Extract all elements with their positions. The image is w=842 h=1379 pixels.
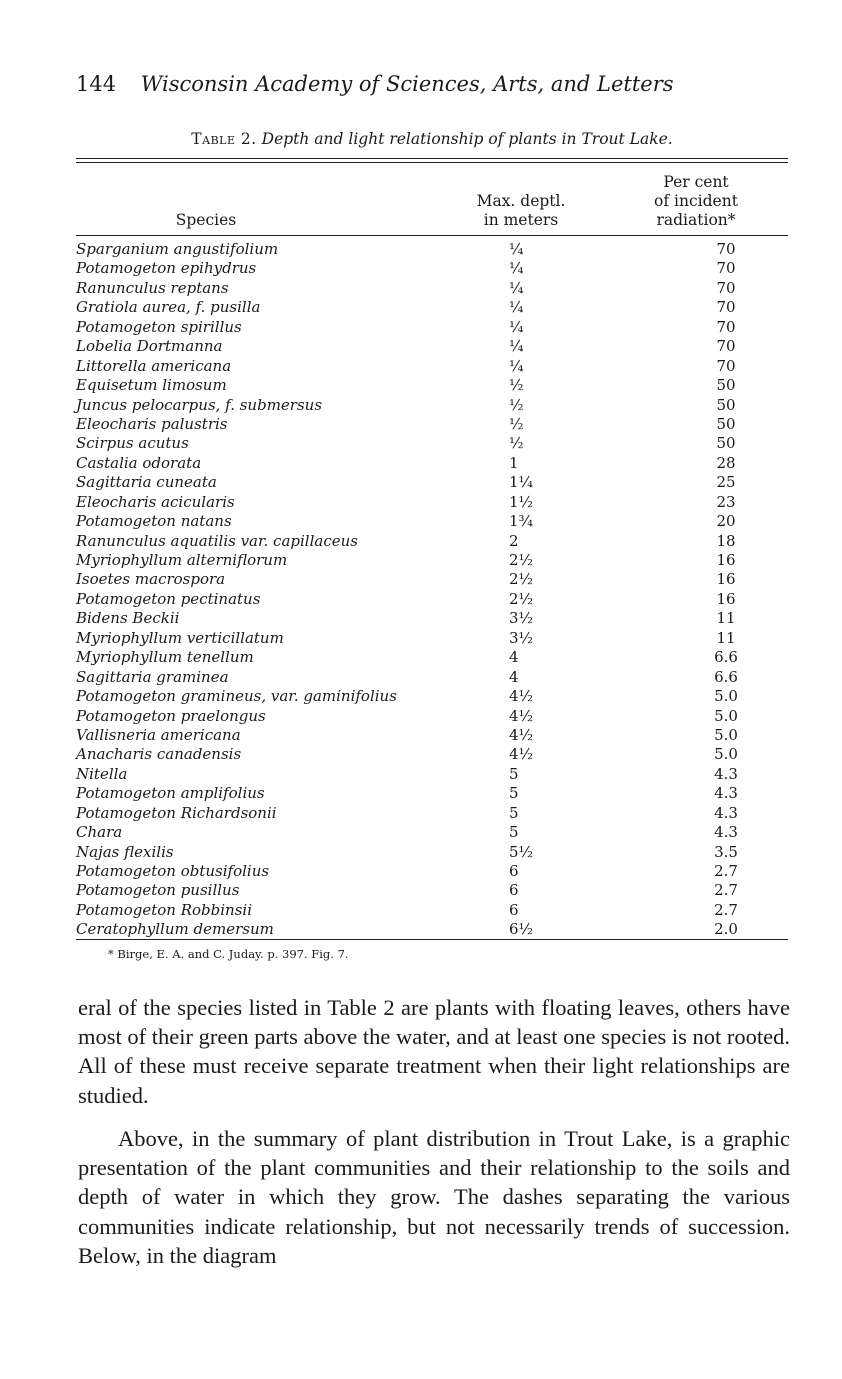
species-cell: Potamogeton Robbinsii [76,900,252,919]
table-row [76,881,788,900]
depth-cell: 4 [509,648,519,667]
percent-cell: 70 [716,278,736,297]
depth-cell: ¼ [509,240,524,258]
table-caption [76,130,788,148]
species-cell: Castalia odorata [76,453,202,472]
depth-cell: 6 [509,900,519,919]
depth-cell: ½ [509,414,524,433]
table-row [76,745,788,764]
species-cell: Eleocharis acicularis [76,492,235,511]
species-cell: Potamogeton obtusifolius [76,862,270,880]
table-row [76,473,788,492]
depth-cell: 1¼ [509,473,534,492]
species-cell: Sagittaria cuneata [76,473,217,492]
percent-cell: 2.7 [714,862,738,880]
table-row [76,357,788,376]
depth-cell: ¼ [509,278,524,297]
percent-cell: 4.3 [714,803,738,822]
table-row [76,298,788,317]
table-row [76,376,788,395]
depth-cell: 2½ [509,589,534,608]
running-header [76,72,776,96]
table-row [76,707,788,726]
depth-cell: 4½ [509,706,534,725]
species-cell: Myriophyllum verticillatum [76,628,284,647]
table-row [76,434,788,453]
depth-cell: ½ [509,395,524,414]
table-top-rule-1 [76,158,788,159]
percent-cell: 5.0 [714,725,738,744]
species-cell: Lobelia Dortmanna [76,337,223,356]
species-cell: Ceratophyllum demersum [76,920,274,939]
depth-cell: 4½ [509,725,534,744]
depth-cell: ½ [509,376,524,395]
percent-cell: 70 [716,317,736,336]
percent-cell: 4.3 [714,764,738,783]
depth-cell: 6 [509,881,519,900]
species-cell: Juncus pelocarpus, f. submersus [76,395,323,414]
percent-cell: 5.0 [714,745,738,764]
percent-cell: 11 [716,609,736,628]
depth-cell: ¼ [509,259,524,278]
journal-title: Wisconsin Academy of Sciences, Arts, and Letters [140,72,674,96]
percent-cell: 50 [716,434,736,453]
depth-cell: ¼ [509,317,524,336]
table-row [76,629,788,648]
species-cell: Littorella americana [76,356,232,375]
species-cell: Vallisneria americana [76,725,241,744]
percent-cell: 16 [716,570,736,589]
table-row [76,337,788,356]
table-row [76,551,788,570]
species-cell: Potamogeton Richardsonii [76,803,277,822]
table-row [76,784,788,803]
depth-cell: ¼ [509,298,524,317]
depth-cell: 3½ [509,609,534,628]
table-top-rule-2 [76,162,788,163]
table-row [76,920,788,939]
column-header-depth: Max. deptl. in meters [476,192,566,229]
table-row [76,668,788,687]
percent-cell: 50 [716,414,736,433]
species-cell: Potamogeton pusillus [76,881,240,900]
percent-cell: 50 [716,395,736,414]
table-row [76,765,788,784]
table-label: Table 2. [191,130,257,148]
species-cell: Scirpus acutus [76,434,189,453]
column-header-percent: Per cent of incident radiation* [654,173,738,229]
percent-cell: 23 [716,492,736,511]
table-row [76,804,788,823]
species-cell: Ranunculus aquatilis var. capillaceus [76,531,358,550]
table-row [76,512,788,531]
body-paragraph-1: eral of the species listed in Table 2 are plants with floating leaves, others have most of their green parts above the water, and at least one species is not rooted. All of these must receive separate treatment when their light relationships are studied. [78,995,790,1108]
species-cell: Sparganium angustifolium [76,240,279,258]
percent-cell: 70 [716,240,736,258]
table-row [76,454,788,473]
percent-cell: 5.0 [714,706,738,725]
depth-cell: 6½ [509,920,534,939]
species-cell: Potamogeton natans [76,512,232,531]
species-cell: Potamogeton gramineus, var. gaminifolius [76,687,397,706]
percent-cell: 4.3 [714,823,738,842]
table-row [76,590,788,609]
depth-cell: 4½ [509,687,534,706]
depth-cell: 5 [509,803,519,822]
depth-cell: 3½ [509,628,534,647]
percent-cell: 2.7 [714,881,738,900]
depth-cell: ½ [509,434,524,453]
table-row [76,493,788,512]
table-row [76,279,788,298]
percent-cell: 20 [716,512,736,531]
percent-cell: 16 [716,551,736,569]
species-cell: Myriophyllum tenellum [76,648,254,667]
depth-cell: 2 [509,531,519,550]
percent-cell: 6.6 [714,648,738,667]
column-header-species: Species [175,211,237,229]
table-row [76,259,788,278]
depth-cell: 4 [509,667,519,686]
table-row [76,843,788,862]
depth-cell: 5 [509,764,519,783]
species-cell: Gratiola aurea, f. pusilla [76,298,261,317]
table-row [76,823,788,842]
species-cell: Potamogeton pectinatus [76,589,261,608]
depth-cell: 5 [509,784,519,803]
table-row [76,648,788,667]
percent-cell: 70 [716,337,736,356]
species-cell: Equisetum limosum [76,376,227,395]
percent-cell: 70 [716,259,736,278]
species-cell: Anacharis canadensis [76,745,242,764]
species-cell: Isoetes macrospora [76,570,226,589]
species-cell: Chara [76,823,123,842]
species-cell: Najas flexilis [76,842,174,861]
table-header-rule [76,235,788,236]
percent-cell: 2.7 [714,900,738,919]
table-row [76,901,788,920]
depth-cell: 2½ [509,570,534,589]
species-cell: Potamogeton amplifolius [76,784,265,803]
depth-cell: 6 [509,862,519,880]
species-cell: Nitella [76,764,128,783]
depth-cell: 4½ [509,745,534,764]
depth-cell: 1 [509,453,519,472]
species-cell: Ranunculus reptans [76,278,229,297]
percent-cell: 4.3 [714,784,738,803]
depth-cell: ¼ [509,356,524,375]
percent-cell: 70 [716,356,736,375]
percent-cell: 6.6 [714,667,738,686]
table-row [76,570,788,589]
depth-cell: 2½ [509,551,534,569]
percent-cell: 2.0 [714,920,738,939]
table-row [76,687,788,706]
table-row [76,318,788,337]
percent-cell: 5.0 [714,687,738,706]
species-cell: Myriophyllum alterniflorum [76,551,288,569]
percent-cell: 11 [716,628,736,647]
table-row [76,532,788,551]
percent-cell: 16 [716,589,736,608]
percent-cell: 28 [716,453,736,472]
percent-cell: 3.5 [714,842,738,861]
depth-cell: 1½ [509,492,534,511]
species-cell: Potamogeton epihydrus [76,259,257,278]
species-cell: Eleocharis palustris [76,414,228,433]
percent-cell: 70 [716,298,736,317]
table-row [76,609,788,628]
depth-cell: 1¾ [509,512,534,531]
table-bottom-rule [76,939,788,940]
body-paragraph-2: Above, in the summary of plant distribution in Trout Lake, is a graphic presentation of the plant communities and their relationship to the soils and depth of water in which they grow. The dashes separating the various communities indicate relationship, but not necessarily trends of succession. Below, in the diagram [78,1126,790,1268]
table-row [76,862,788,881]
table-body [76,240,788,940]
table-caption-text: Depth and light relationship of plants in Trout Lake. [261,130,673,148]
species-cell: Potamogeton praelongus [76,706,266,725]
species-cell: Bidens Beckii [76,609,180,628]
depth-cell: 5½ [509,842,534,861]
species-cell: Sagittaria graminea [76,667,229,686]
depth-cell: 5 [509,823,519,842]
depth-cell: ¼ [509,337,524,356]
table-row [76,240,788,259]
table-row [76,415,788,434]
percent-cell: 50 [716,376,736,395]
percent-cell: 25 [716,473,736,492]
table-header [76,168,788,230]
page-number: 144 [76,72,117,96]
table-row [76,726,788,745]
percent-cell: 18 [716,531,736,550]
table-row [76,396,788,415]
species-cell: Potamogeton spirillus [76,317,242,336]
table-footnote: * Birge, E. A. and C. Juday. p. 397. Fig. 7. [108,947,349,961]
